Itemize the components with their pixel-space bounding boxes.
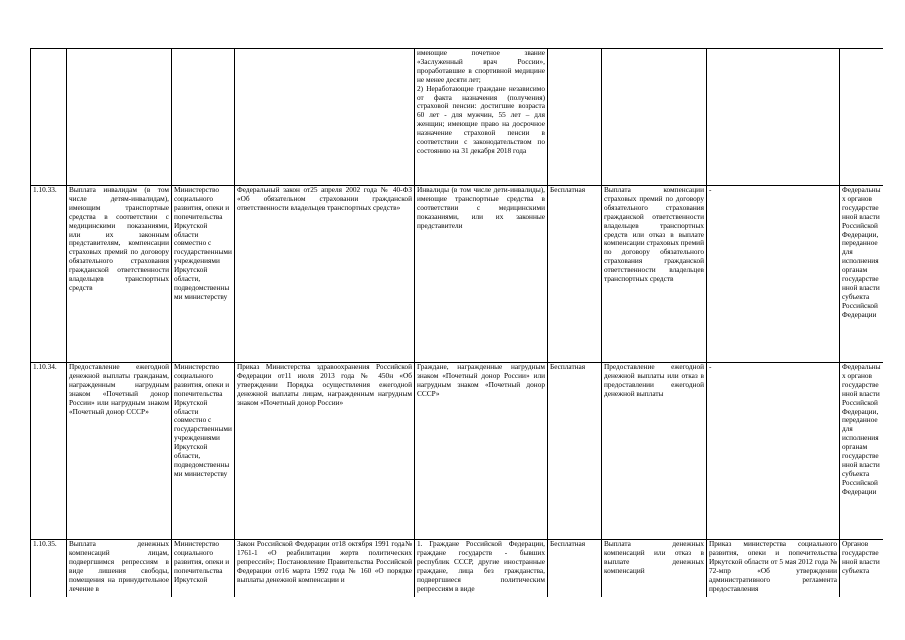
service-name: Выплата денежных компенсаций лицам, подвергшимся репрессиям в виде лишения свободы, помещения на принудительное лечение в [67,540,172,598]
row-number: 1.10.34. [31,363,67,540]
table-row [31,540,884,598]
recipients-paragraph: имеющие почетное звание «Заслуженный врач России», проработавшие в спортивной медицине не менее десяти лет; [417,48,545,84]
legal-basis: Закон Российской Федерации от18 октября 1991 года№ 1761-1 «О реабилитации жертв политических репрессий»; Постановление Правительства Российской Федерации от16 марта 1992 года № 160 «О порядке выплаты денежной компенсации и [235,540,415,598]
recipients [415,186,548,363]
table-row [31,186,884,363]
authority-type: Федеральных органов государственной власти Российской Федерации, переданное для исполнения органам государственной власти субъекта Российской Федерации [840,363,884,540]
row-number [31,49,67,186]
provider-org: Министерство социального развития, опеки и попечительства Иркутской [172,540,235,598]
document-page [30,48,883,597]
authority-type [840,49,884,186]
legal-basis: Федеральный закон от25 апреля 2002 года № 40-ФЗ «Об обязательном страховании гражданской ответственности владельцев транспортных средств» [235,186,415,363]
payment-type: Бесплатная [548,540,602,598]
regulation-act: - [707,186,840,363]
payment-type: Бесплатная [548,186,602,363]
recipients-paragraph: 1. Граждане Российской Федерации, граждане государств - бывших республик СССР, другие иностранные граждане, лица без гражданства, подвергшиеся политическим репрессиям в виде [417,539,545,593]
service-result: Выплата денежных компенсаций или отказ в выплате денежных компенсаций [602,540,707,598]
payment-type: Бесплатная [548,363,602,540]
recipients-paragraph: Граждане, награжденные нагрудным знаком «Почетный донор России» или нагрудным знаком «Почетный донор СССР» [417,362,545,398]
service-name [67,49,172,186]
row-number: 1.10.33. [31,186,67,363]
provider-org: Министерство социального развития, опеки и попечительства Иркутской области совместно с государственными учреждениями Иркутской области, подведомственными министерству [172,186,235,363]
legal-basis [235,49,415,186]
regulation-act [707,49,840,186]
legal-basis: Приказ Министерства здравоохранения Российской Федерации от11 июля 2013 года № 450н «Об утверждении Порядка осуществления ежегодной денежной выплаты лицам, награжденным нагрудным знаком «Почетный донор России» [235,363,415,540]
service-name: Предоставление ежегодной денежной выплаты гражданам, награжденным нагрудным знаком «Почетный донор России» или нагрудным знаком «Почетный донор СССР» [67,363,172,540]
authority-type: Органов государственной власти субъекта [840,540,884,598]
recipients [415,363,548,540]
recipients-paragraph: Инвалиды (в том числе дети-инвалиды), имеющие транспортные средства в соответствии с медицинскими показаниями, или их законные представители [417,185,545,230]
service-result: Предоставление ежегодной денежной выплаты или отказ в предоставлении ежегодной денежной выплаты [602,363,707,540]
provider-org [172,49,235,186]
provider-org: Министерство социального развития, опеки и попечительства Иркутской области совместно с государственными учреждениями Иркутской области, подведомственными министерству [172,363,235,540]
row-number: 1.10.35. [31,540,67,598]
service-result [602,49,707,186]
regulation-act: Приказ министерства социального развития, опеки и попечительства Иркутской области от 5 мая 2012 года № 72-мпр «Об утверждении административного регламента предоставления [707,540,840,598]
services-table [30,48,883,597]
table-row [31,49,884,186]
recipients-paragraph: 2) Неработающие граждане независимо от факта назначения (получения) страховой пенсии: достигшие возраста 60 лет - для мужчин, 55 лет – для женщин; имеющие право на досрочное назначение страховой пенсии в соответствии с законодательством по состоянию на 31 декабря 2018 года [417,83,545,155]
service-name: Выплата инвалидам (в том числе детям-инвалидам), имеющим транспортные средства в соответствии с медицинскими показаниями, или их законным представителям, компенсации страховых премий по договору обязательного страхования гражданской ответственности владельцев транспортных средств [67,186,172,363]
regulation-act: - [707,363,840,540]
recipients [415,540,548,598]
recipients [415,49,548,186]
authority-type: Федеральных органов государственной власти Российской Федерации, переданное для исполнения органам государственной власти субъекта Российской Федерации [840,186,884,363]
table-row [31,363,884,540]
payment-type [548,49,602,186]
service-result: Выплата компенсации страховых премий по договору обязательного страхования гражданской ответственности владельцев транспортных средств или отказ в выплате компенсации страховых премий по договору обязательного страхования гражданской ответственности владельцев транспортных средств [602,186,707,363]
